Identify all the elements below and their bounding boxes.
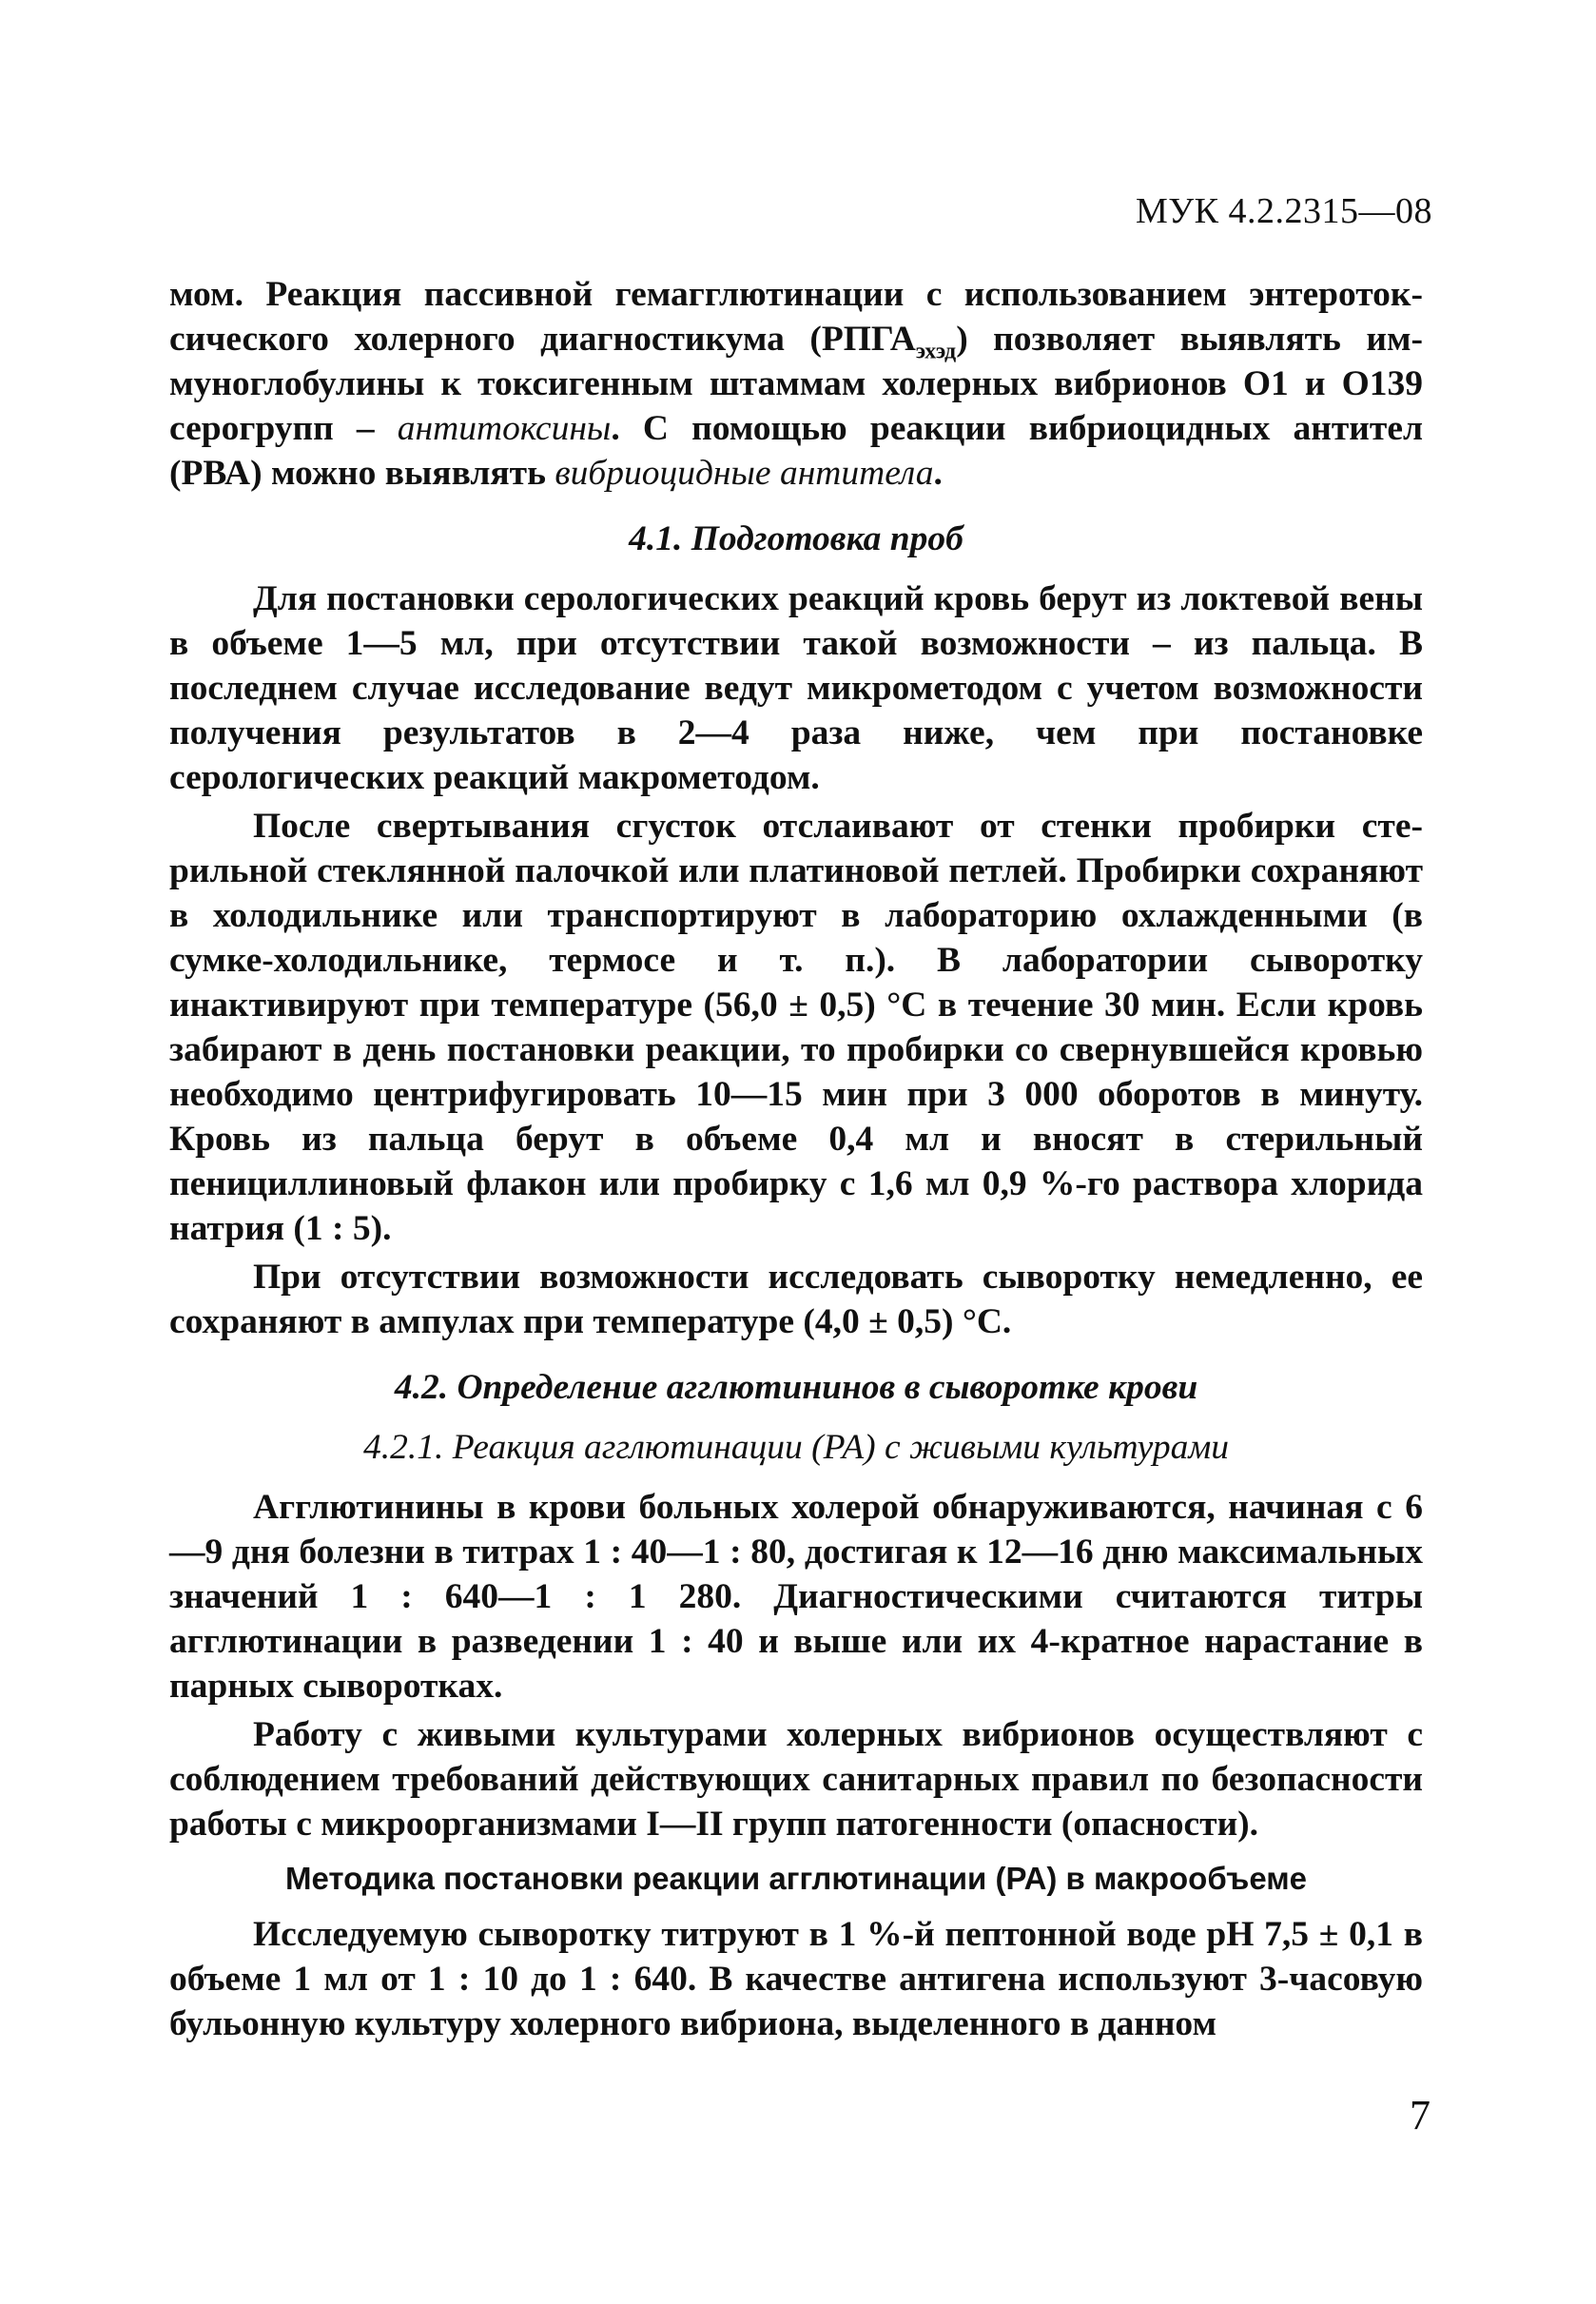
paragraph-4-1-1: Для постановки серологических реакций кровь берут из локтевой вены в объеме 1—5 мл, при отсутствии такой возможности – из пальца. В последнем случае исследование ведут микрометодом с учетом возможности получения результатов в 2—4 раза ниже, чем при постановке серологических реакций макрометодом. [169,579,1423,797]
intro-text-4: . [933,454,943,493]
intro-paragraph [169,272,1423,496]
intro-text-2: ) позволяет выявлять иммуноглобулины к токсигенным штаммам холерных вибрионов О1 и О139 серогрупп – [169,320,1423,448]
term-vibriocidal-antibodies: вибриоцидные антитела [555,454,934,493]
intro-text-1: мом. Реакция пассивной гемагглютинации с использованием энтеротоксического холерного диагностикума (РПГА [169,275,1423,359]
paragraph-method-1: Исследуемую сыворотку титруют в 1 %-й пептонной воде рН 7,5 ± 0,1 в объеме 1 мл от 1 : 10 до 1 : 640. В качестве антигена используют 3-часовую бульонную культуру холерного вибриона, выделенного в данном [169,1915,1423,2043]
page-content [169,272,1423,2046]
intro-subscript: эхэд [915,339,957,364]
paragraph-4-2-1-2: Работу с живыми культурами холерных вибрионов осуществляют с соблюдением требований действующих санитарных правил по безопасности работы с микроорганизмами I—II групп патогенности (опасности). [169,1715,1423,1844]
intro-text-3: . С помощью реакции вибриоцидных антител (РВА) можно выявлять [169,409,1423,493]
paragraph-4-2-1-1: Агглютинины в крови больных холерой обнаруживаются, начиная с 6—9 дня болезни в титрах 1 : 40—1 : 80, достигая к 12—16 дню максимальных значений 1 : 640—1 : 1 280. Диагностическими считаются титры агглютинации в разведении 1 : 40 и выше или их 4-кратное нарастание в парных сыворотках. [169,1488,1423,1706]
section-heading-4-1: 4.1. Подготовка проб [629,519,963,558]
document-code: МУК 4.2.2315—08 [1135,191,1432,231]
term-antitoxins: антитоксины [397,409,612,448]
subsection-heading-4-2-1: 4.2.1. Реакция агглютинации (РА) с живыми культурами [363,1428,1229,1467]
section-heading-4-2: 4.2. Определение агглютининов в сыворотке крови [394,1368,1198,1407]
page-number: 7 [1410,2092,1431,2138]
paragraph-4-1-2: После свертывания сгусток отслаивают от стенки пробирки стерильной стеклянной палочкой или платиновой петлей. Пробирки сохраняют в холодильнике или транспортируют в лабораторию охлажденными (в сумке-холодильнике, термосе и т. п.). В лаборатории сыворотку инактивируют при температуре (56,0 ± 0,5) °С в течение 30 мин. Если кровь забирают в день постановки реакции, то пробирки со свернувшейся кровью необходимо центрифугировать 10—15 мин при 3 000 оборотов в минуту. Кровь из пальца берут в объеме 0,4 мл и вносят в стерильный пенициллиновый флакон или пробирку с 1,6 мл 0,9 %-го раствора хлорида натрия (1 : 5). [169,807,1423,1248]
paragraph-4-1-3: При отсутствии возможности исследовать сыворотку немедленно, ее сохраняют в ампулах при температуре (4,0 ± 0,5) °С. [169,1258,1423,1341]
method-heading: Методика постановки реакции агглютинации (РА) в макрообъеме [284,1861,1308,1896]
